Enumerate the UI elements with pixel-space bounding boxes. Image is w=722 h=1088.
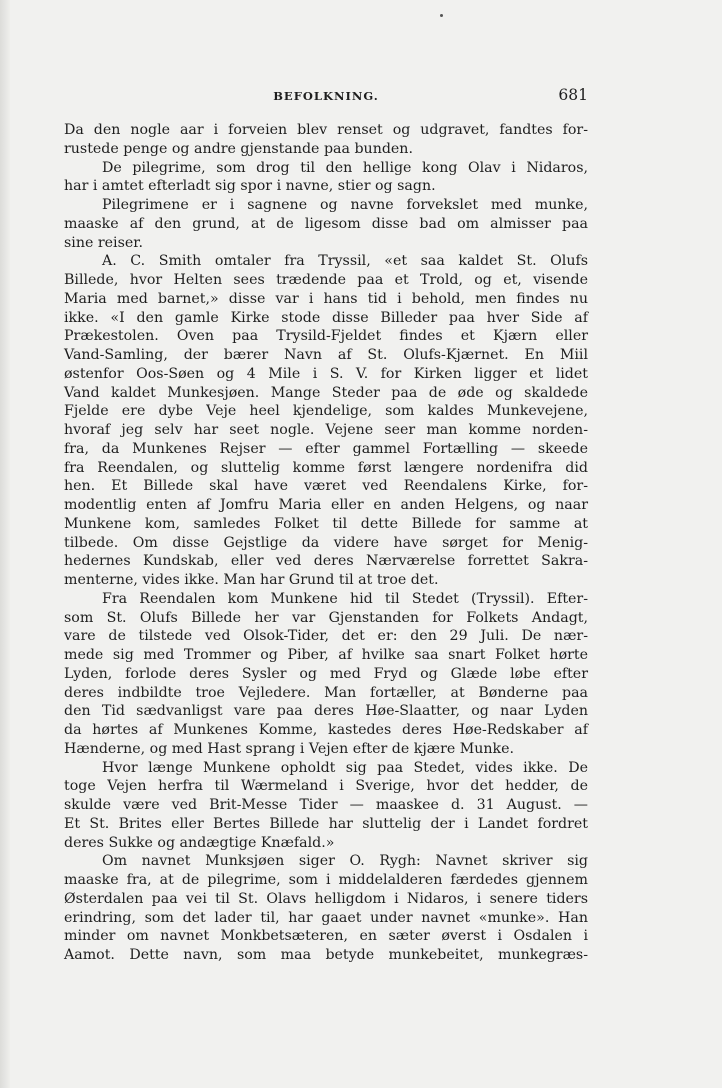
text-line: Prækestolen. Oven paa Trysild-Fjeldet findes et Kjærn eller (64, 328, 588, 345)
text-line: toge Vejen herfra til Wærmeland i Sverige, hvor det hedder, de (64, 778, 588, 795)
text-line: Om navnet Munksjøen siger O. Rygh: Navnet skriver sig (102, 853, 588, 870)
text-line: Østerdalen paa vei til St. Olavs helligdom i Nidaros, i senere tiders (64, 890, 588, 907)
body-text (64, 121, 588, 965)
ink-speck (440, 14, 443, 17)
text-line: østenfor Oos-Søen og 4 Mile i S. V. for Kirken ligger et lidet (64, 365, 588, 382)
text-line: Et St. Brites eller Bertes Billede har sluttelig der i Landet fordret (64, 815, 588, 832)
text-line: Billede, hvor Helten sees trædende paa et Trold, og et, visende (64, 272, 588, 288)
text-line: mede sig med Trommer og Piber, af hvilke saa snart Folket hørte (64, 647, 588, 663)
text-line: den Tid sædvanligst vare paa deres Høe-Slaatter, og naar Lyden (64, 703, 588, 720)
text-line: som St. Olufs Billede her var Gjenstanden for Folkets Andagt, (64, 609, 588, 626)
page-number: 681 (558, 86, 588, 104)
text-line: Hvor længe Munkene opholdt sig paa Stedet, vides ikke. De (102, 759, 588, 776)
text-line: erindring, som det lader til, har gaaet under navnet «munke». Han (64, 909, 588, 926)
text-line: da hørtes af Munkenes Komme, kastedes deres Høe-Redskaber af (64, 722, 588, 738)
text-line: Pilegrimene er i sagnene og navne forvekslet med munke, (102, 197, 588, 213)
text-line: hvoraf jeg selv har seet nogle. Vejene seer man komme norden- (64, 422, 588, 438)
text-line: deres Sukke og andægtige Knæfald.» (64, 834, 335, 851)
text-line: maaske fra, at de pilegrime, som i middelalderen færdedes gjennem (64, 872, 588, 888)
text-line: Maria med barnet,» disse var i hans tid i behold, men findes nu (64, 290, 588, 307)
text-line: ikke. «I den gamle Kirke stode disse Billeder paa hver Side af (64, 309, 588, 326)
text-line: Da den nogle aar i forveien blev renset og udgravet, fandtes for- (64, 122, 588, 138)
text-line: Vand kaldet Munkesjøen. Mange Steder paa de øde og skaldede (64, 384, 588, 401)
page-header (64, 86, 588, 106)
text-line: fra Reendalen, og sluttelig komme først længere nordenifra did (64, 459, 588, 476)
text-line: Lyden, forlode deres Sysler og med Fryd og Glæde løbe efter (64, 665, 588, 682)
text-line: modentlig enten af Jomfru Maria eller en anden Helgens, og naar (64, 497, 588, 513)
text-line: menterne, vides ikke. Man har Grund til at troe det. (64, 572, 439, 588)
text-line: tilbede. Om disse Gejstlige da videre have sørget for Menig- (64, 534, 588, 551)
text-line: sine reiser. (64, 234, 143, 251)
text-line: De pilegrime, som drog til den hellige kong Olav i Nidaros, (102, 159, 588, 176)
text-line: minder om navnet Monkbetsæteren, en sæter øverst i Osdalen i (64, 928, 588, 945)
text-line: Hænderne, og med Hast sprang i Vejen efter de kjære Munke. (64, 740, 515, 757)
text-line: vare de tilstede ved Olsok-Tider, det er: den 29 Juli. De nær- (64, 628, 588, 645)
text-line: Fjelde ere dybe Veje heel kjendelige, som kaldes Munkevejene, (64, 403, 588, 420)
text-line: rustede penge og andre gjenstande paa bunden. (64, 140, 413, 157)
text-line: Vand-Samling, der bærer Navn af St. Olufs-Kjærnet. En Miil (64, 347, 588, 363)
text-line: Aamot. Dette navn, som maa betyde munkebeitet, munkegræs- (64, 947, 588, 963)
text-line: Fra Reendalen kom Munkene hid til Stedet (Tryssil). Efter- (102, 590, 588, 607)
running-title: BEFOLKNING. (273, 89, 379, 103)
text-line: A. C. Smith omtaler fra Tryssil, «et saa kaldet St. Olufs (102, 253, 588, 270)
page-edge-shadow (0, 0, 10, 1088)
text-line: hedernes Kundskab, eller ved deres Nærværelse forrettet Sakra- (64, 553, 588, 570)
text-line: fra, da Munkenes Rejser — efter gammel Fortælling — skeede (64, 440, 588, 457)
text-line: skulde være ved Brit-Messe Tider — maaskee d. 31 August. — (64, 797, 588, 813)
text-line: har i amtet efterladt sig spor i navne, stier og sagn. (64, 178, 436, 195)
text-line: hen. Et Billede skal have været ved Reendalens Kirke, for- (64, 478, 588, 495)
text-line: deres indbildte troe Vejledere. Man fortæller, at Bønderne paa (64, 684, 588, 701)
text-line: Munkene kom, samledes Folket til dette Billede for samme at (64, 515, 588, 532)
text-line: maaske af den grund, at de ligesom disse bad om almisser paa (64, 215, 588, 232)
